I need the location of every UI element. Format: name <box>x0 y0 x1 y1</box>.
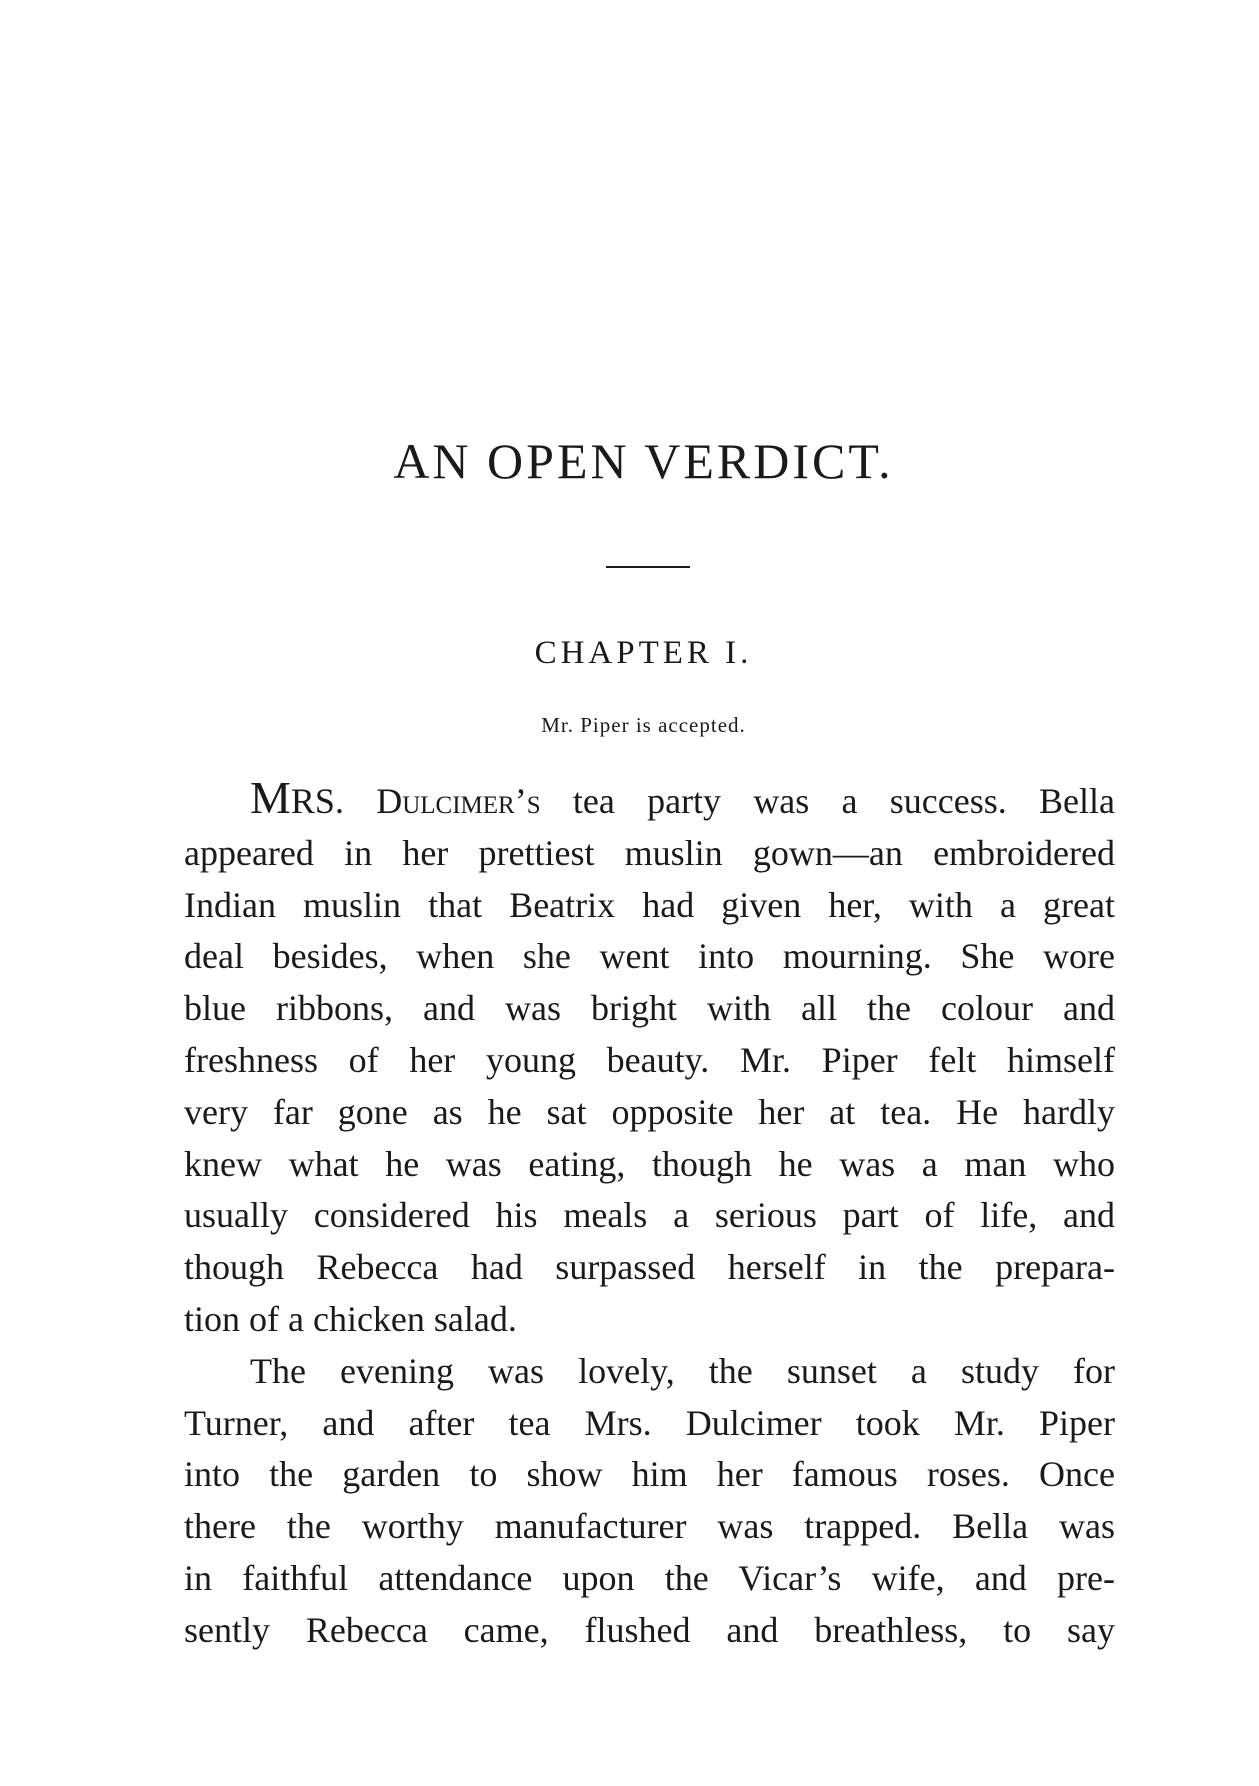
paragraph-1-line: very far gone as he sat opposite her at tea. He hardly <box>184 1091 1115 1132</box>
paragraph-1-line: freshness of her young beauty. Mr. Piper felt himself <box>184 1039 1115 1080</box>
paragraph-2-line: in faithful attendance upon the Vicar’s wife, and pre- <box>184 1557 1115 1598</box>
paragraph-1-line: tion of a chicken salad. <box>184 1298 517 1339</box>
paragraph-1-line: though Rebecca had surpassed herself in the prepara- <box>184 1247 1115 1288</box>
opening-initial: M <box>250 772 291 823</box>
paragraph-1-line: blue ribbons, and was bright with all the colour and <box>184 988 1115 1029</box>
paragraph-1-line: usually considered his meals a serious part of life, and <box>184 1195 1115 1236</box>
paragraph-2-line: there the worthy manufacturer was trapped. Bella was <box>184 1506 1115 1547</box>
paragraph-1-line: knew what he was eating, though he was a man who <box>184 1143 1115 1184</box>
paragraph-1-line-1 <box>184 772 1115 828</box>
paragraph-1-line: deal besides, when she went into mourning. She wore <box>184 936 1115 977</box>
paragraph-1-line-1-text: tea party was a success. Bella <box>540 781 1115 821</box>
title-divider-rule <box>606 566 690 568</box>
book-title: AN OPEN VERDICT. <box>393 433 894 489</box>
paragraph-1-line: Indian muslin that Beatrix had given her, with a great <box>184 884 1115 925</box>
chapter-heading: CHAPTER I. <box>534 635 753 671</box>
chapter-body <box>184 772 1115 1657</box>
paragraph-2-line: into the garden to show him her famous roses. Once <box>184 1454 1115 1495</box>
paragraph-2-line: sently Rebecca came, flushed and breathless, to say <box>184 1609 1115 1650</box>
paragraph-2 <box>184 1346 1115 1657</box>
paragraph-1 <box>184 772 1115 1346</box>
paragraph-2-line: The evening was lovely, the sunset a study for <box>250 1350 1115 1391</box>
opening-name: Dulcimer’s <box>376 781 541 821</box>
chapter-subtitle: Mr. Piper is accepted. <box>541 713 746 737</box>
opening-word-rest: RS. <box>290 781 344 821</box>
paragraph-2-line: Turner, and after tea Mrs. Dulcimer took Mr. Piper <box>184 1402 1115 1443</box>
paragraph-1-line: appeared in her prettiest muslin gown—an embroidered <box>184 832 1115 873</box>
